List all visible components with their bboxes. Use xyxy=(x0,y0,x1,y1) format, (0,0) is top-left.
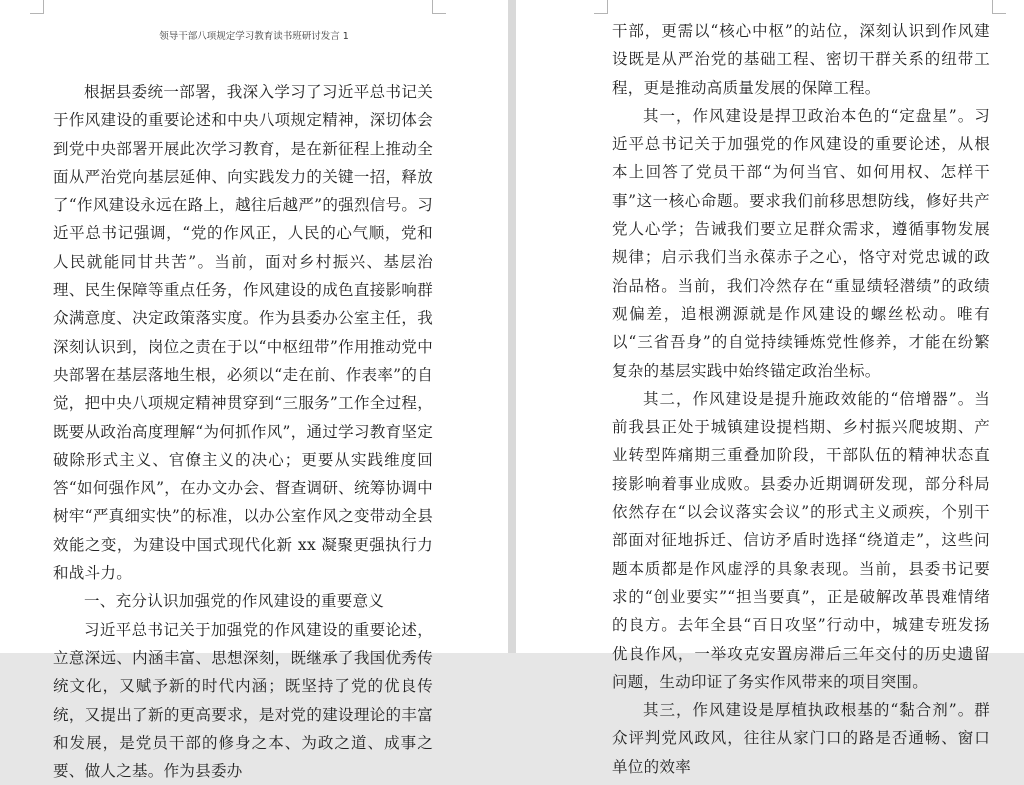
margin-corner-mark xyxy=(594,0,608,14)
paragraph: 习近平总书记关于加强党的作风建设的重要论述，立意深远、内涵丰富、思想深刻，既继承了我国优秀传统文化，又赋予新的时代内涵；既坚持了党的优良传统，又提出了新的更高要求，是对党的建设理论的丰富和发展，是党员干部的修身之本、为政之道、成事之要、做人之基。作为县委办 xyxy=(53,620,433,781)
paragraph: 其三，作风建设是厚植执政根基的“黏合剂”。群众评判党风政风，往往从家门口的路是否通畅、窗口单位的效率 xyxy=(612,701,990,776)
paragraph: 其二，作风建设是提升施政效能的“倍增器”。当前我县正处于城镇建设提档期、乡村振兴爬坡期、产业转型阵痛期三重叠加阶段，干部队伍的精神状态直接影响着事业成败。县委办近期调研发现，部分科局依然存在“以会议落实会议”的形式主义顽疾，个别干部面对征地拆迁、信访矛盾时选择“绕道走”，这些问题本质都是作风虚浮的具象表现。当前，县委书记要求的“创业要实”“担当要真”，正是破解改革畏难情绪的良方。去年全县“百日攻坚”行动中，城建专班发扬优良作风，一举攻克安置房滞后三年交付的历史遗留问题，生动印证了务实作风带来的项目突围。 xyxy=(612,389,990,691)
paragraph: 其一，作风建设是捍卫政治本色的“定盘星”。习近平总书记关于加强党的作风建设的重要论述，从根本上回答了党员干部“为何当官、如何用权、怎样干事”这一核心命题。要求我们前移思想防线，修好共产党人心学；告诫我们要立足群众需求，遵循事物发展规律；启示我们当永葆赤子之心，恪守对党忠诚的政治品格。当前，我们冷然存在“重显绩轻潜绩”的政绩观偏差，追根溯源就是作风建设的螺丝松动。唯有以“三省吾身”的自觉持续锤炼党性修养，才能在纷繁复杂的基层实践中始终锚定政治坐标。 xyxy=(612,106,990,380)
page-header: 领导干部八项规定学习教育读书班研讨发言 1 xyxy=(159,31,349,42)
margin-corner-mark xyxy=(30,0,44,14)
left-page-body xyxy=(53,78,433,785)
paragraph: 干部，更需以“核心中枢”的站位，深刻认识到作风建设既是从严治党的基础工程、密切干群关系的纽带工程，更是推动高质量发展的保障工程。 xyxy=(612,22,990,97)
left-page xyxy=(0,0,508,781)
right-page-body xyxy=(612,17,990,781)
right-page xyxy=(516,0,1024,776)
page-gap xyxy=(508,0,516,653)
section-heading: 一、充分认识加强党的作风建设的重要意义 xyxy=(84,592,385,611)
margin-corner-mark xyxy=(432,0,446,14)
paragraph: 根据县委统一部署，我深入学习了习近平总书记关于作风建设的重要论述和中央八项规定精神，深切体会到党中央部署开展此次学习教育，是在新征程上推动全面从严治党向基层延伸、向实践发力的关键一招，释放了“作风建设永远在路上，越往后越严”的强烈信号。习近平总书记强调，“党的作风正，人民的心气顺，党和人民就能同甘共苦”。当前，面对乡村振兴、基层治理、民生保障等重点任务，作风建设的成色直接影响群众满意度、决定政策落实度。作为县委办公室主任，我深刻认识到，岗位之责在于以“中枢纽带”作用推动党中央部署在基层落地生根，必须以“走在前、作表率”的自觉，把中央八项规定精神贯穿到“三服务”工作全过程，既要从政治高度理解“为何抓作风”，通过学习教育坚定破除形式主义、官僚主义的决心；更要从实践维度回答“如何强作风”，在办文办会、督查调研、统筹协调中树牢“严真细实快”的标准，以办公室作风之变带动全县效能之变，为建设中国式现代化新 xx 凝聚更强执行力和战斗力。 xyxy=(53,83,433,583)
margin-corner-mark xyxy=(992,0,1006,14)
